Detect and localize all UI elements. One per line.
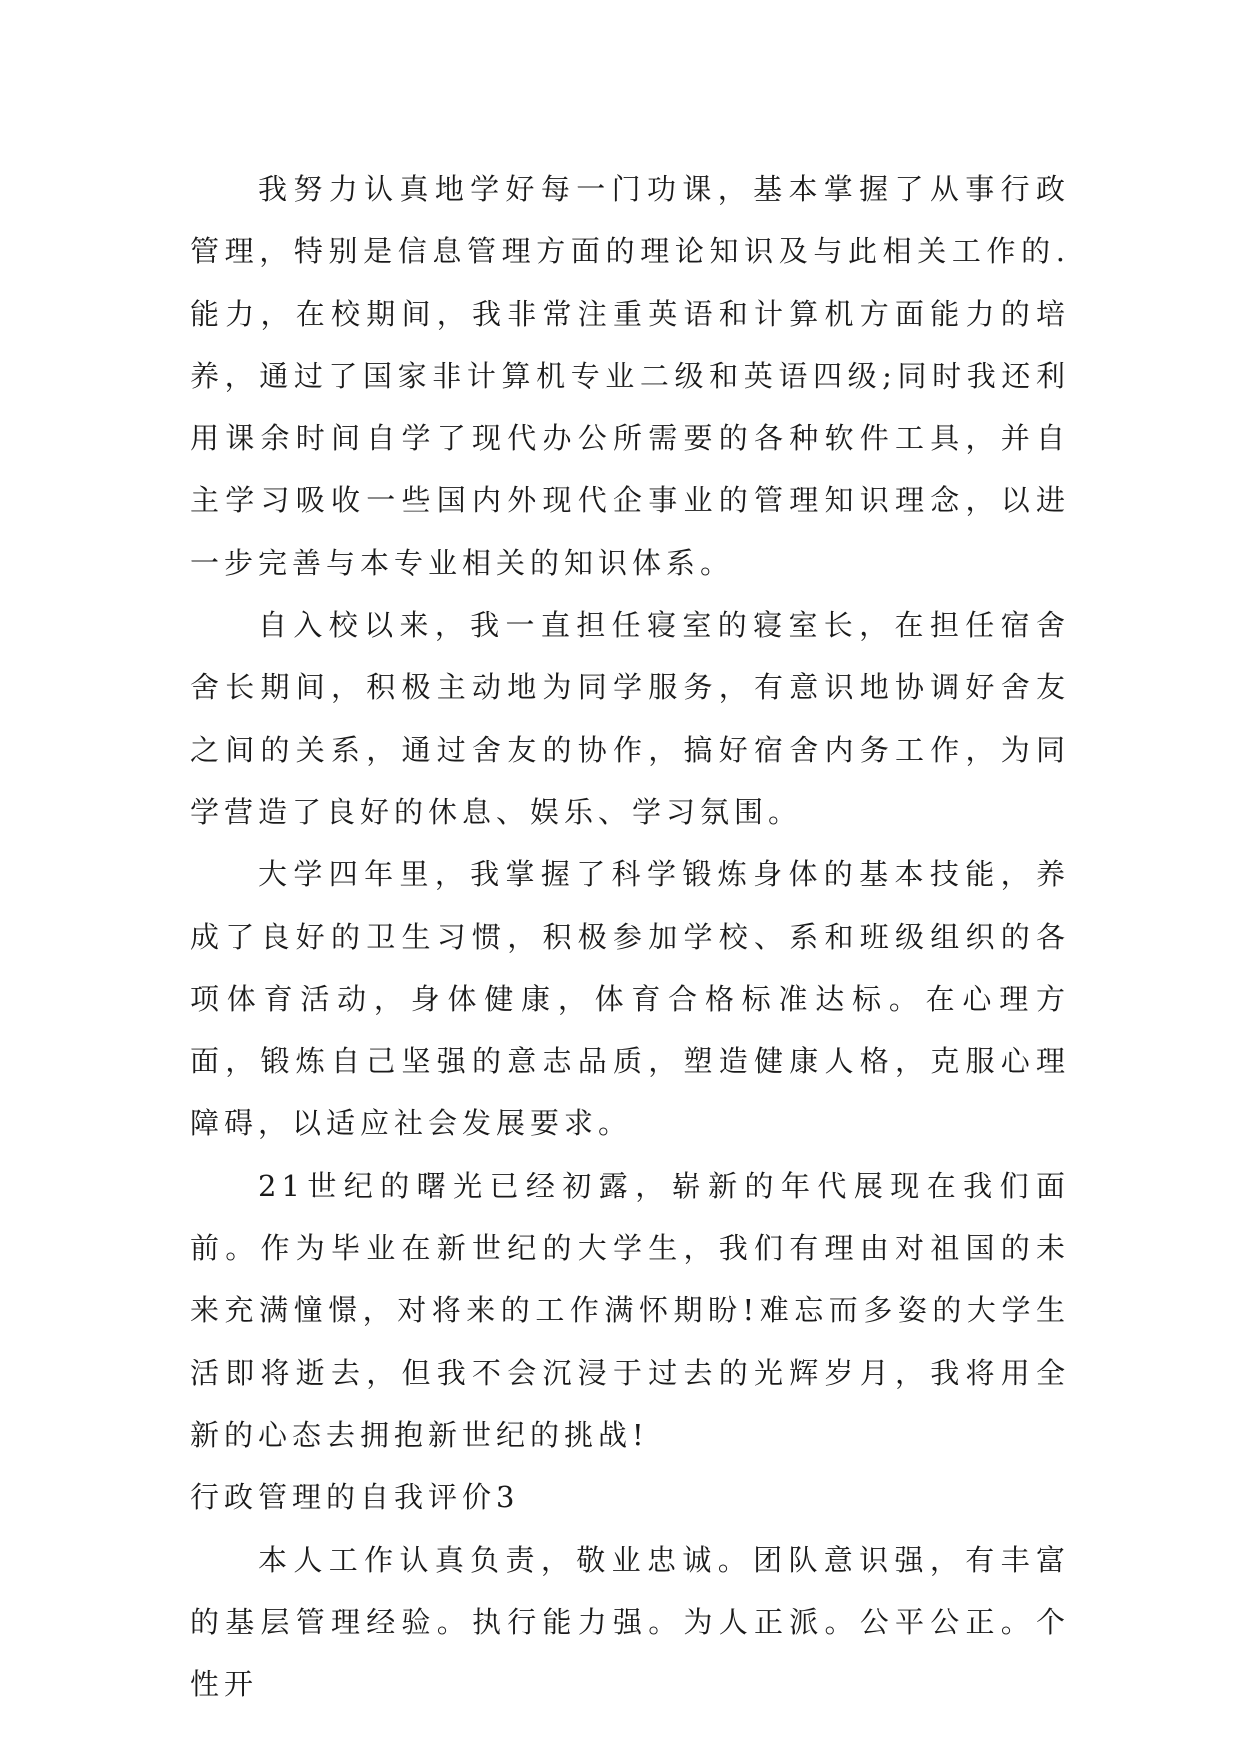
- paragraph-coursework: 我努力认真地学好每一门功课，基本掌握了从事行政管理，特别是信息管理方面的理论知识及与此相关工作的.能力，在校期间，我非常注重英语和计算机方面能力的培养，通过了国家非计算机专业二级和英语四级;同时我还利用课余时间自学了现代办公所需要的各种软件工具，并自主学习吸收一些国内外现代企事业的管理知识理念，以进一步完善与本专业相关的知识体系。: [190, 172, 1070, 580]
- section-title: 行政管理的自我评价3: [190, 1480, 520, 1515]
- paragraph-work-attitude: 本人工作认真负责，敬业忠诚。团队意识强，有丰富的基层管理经验。执行能力强。为人正派。公平公正。个性开: [190, 1542, 1070, 1702]
- paragraph-physical-education: 大学四年里，我掌握了科学锻炼身体的基本技能，养成了良好的卫生习惯，积极参加学校、系和班级组织的各项体育活动，身体健康，体育合格标准达标。在心理方面，锻炼自己坚强的意志品质，塑造健康人格，克服心理障碍，以适应社会发展要求。: [190, 857, 1070, 1141]
- paragraph-new-century: 21世纪的曙光已经初露，崭新的年代展现在我们面前。作为毕业在新世纪的大学生，我们有理由对祖国的未来充满憧憬，对将来的工作满怀期盼!难忘而多姿的大学生活即将逝去，但我不会沉浸于过去的光辉岁月，我将用全新的心态去拥抱新世纪的挑战!: [190, 1168, 1070, 1452]
- document-body: [190, 158, 1070, 1715]
- paragraph-dormitory: 自入校以来，我一直担任寝室的寝室长，在担任宿舍舍长期间，积极主动地为同学服务，有意识地协调好舍友之间的关系，通过舍友的协作，搞好宿舍内务工作，为同学营造了良好的休息、娱乐、学习氛围。: [190, 608, 1070, 829]
